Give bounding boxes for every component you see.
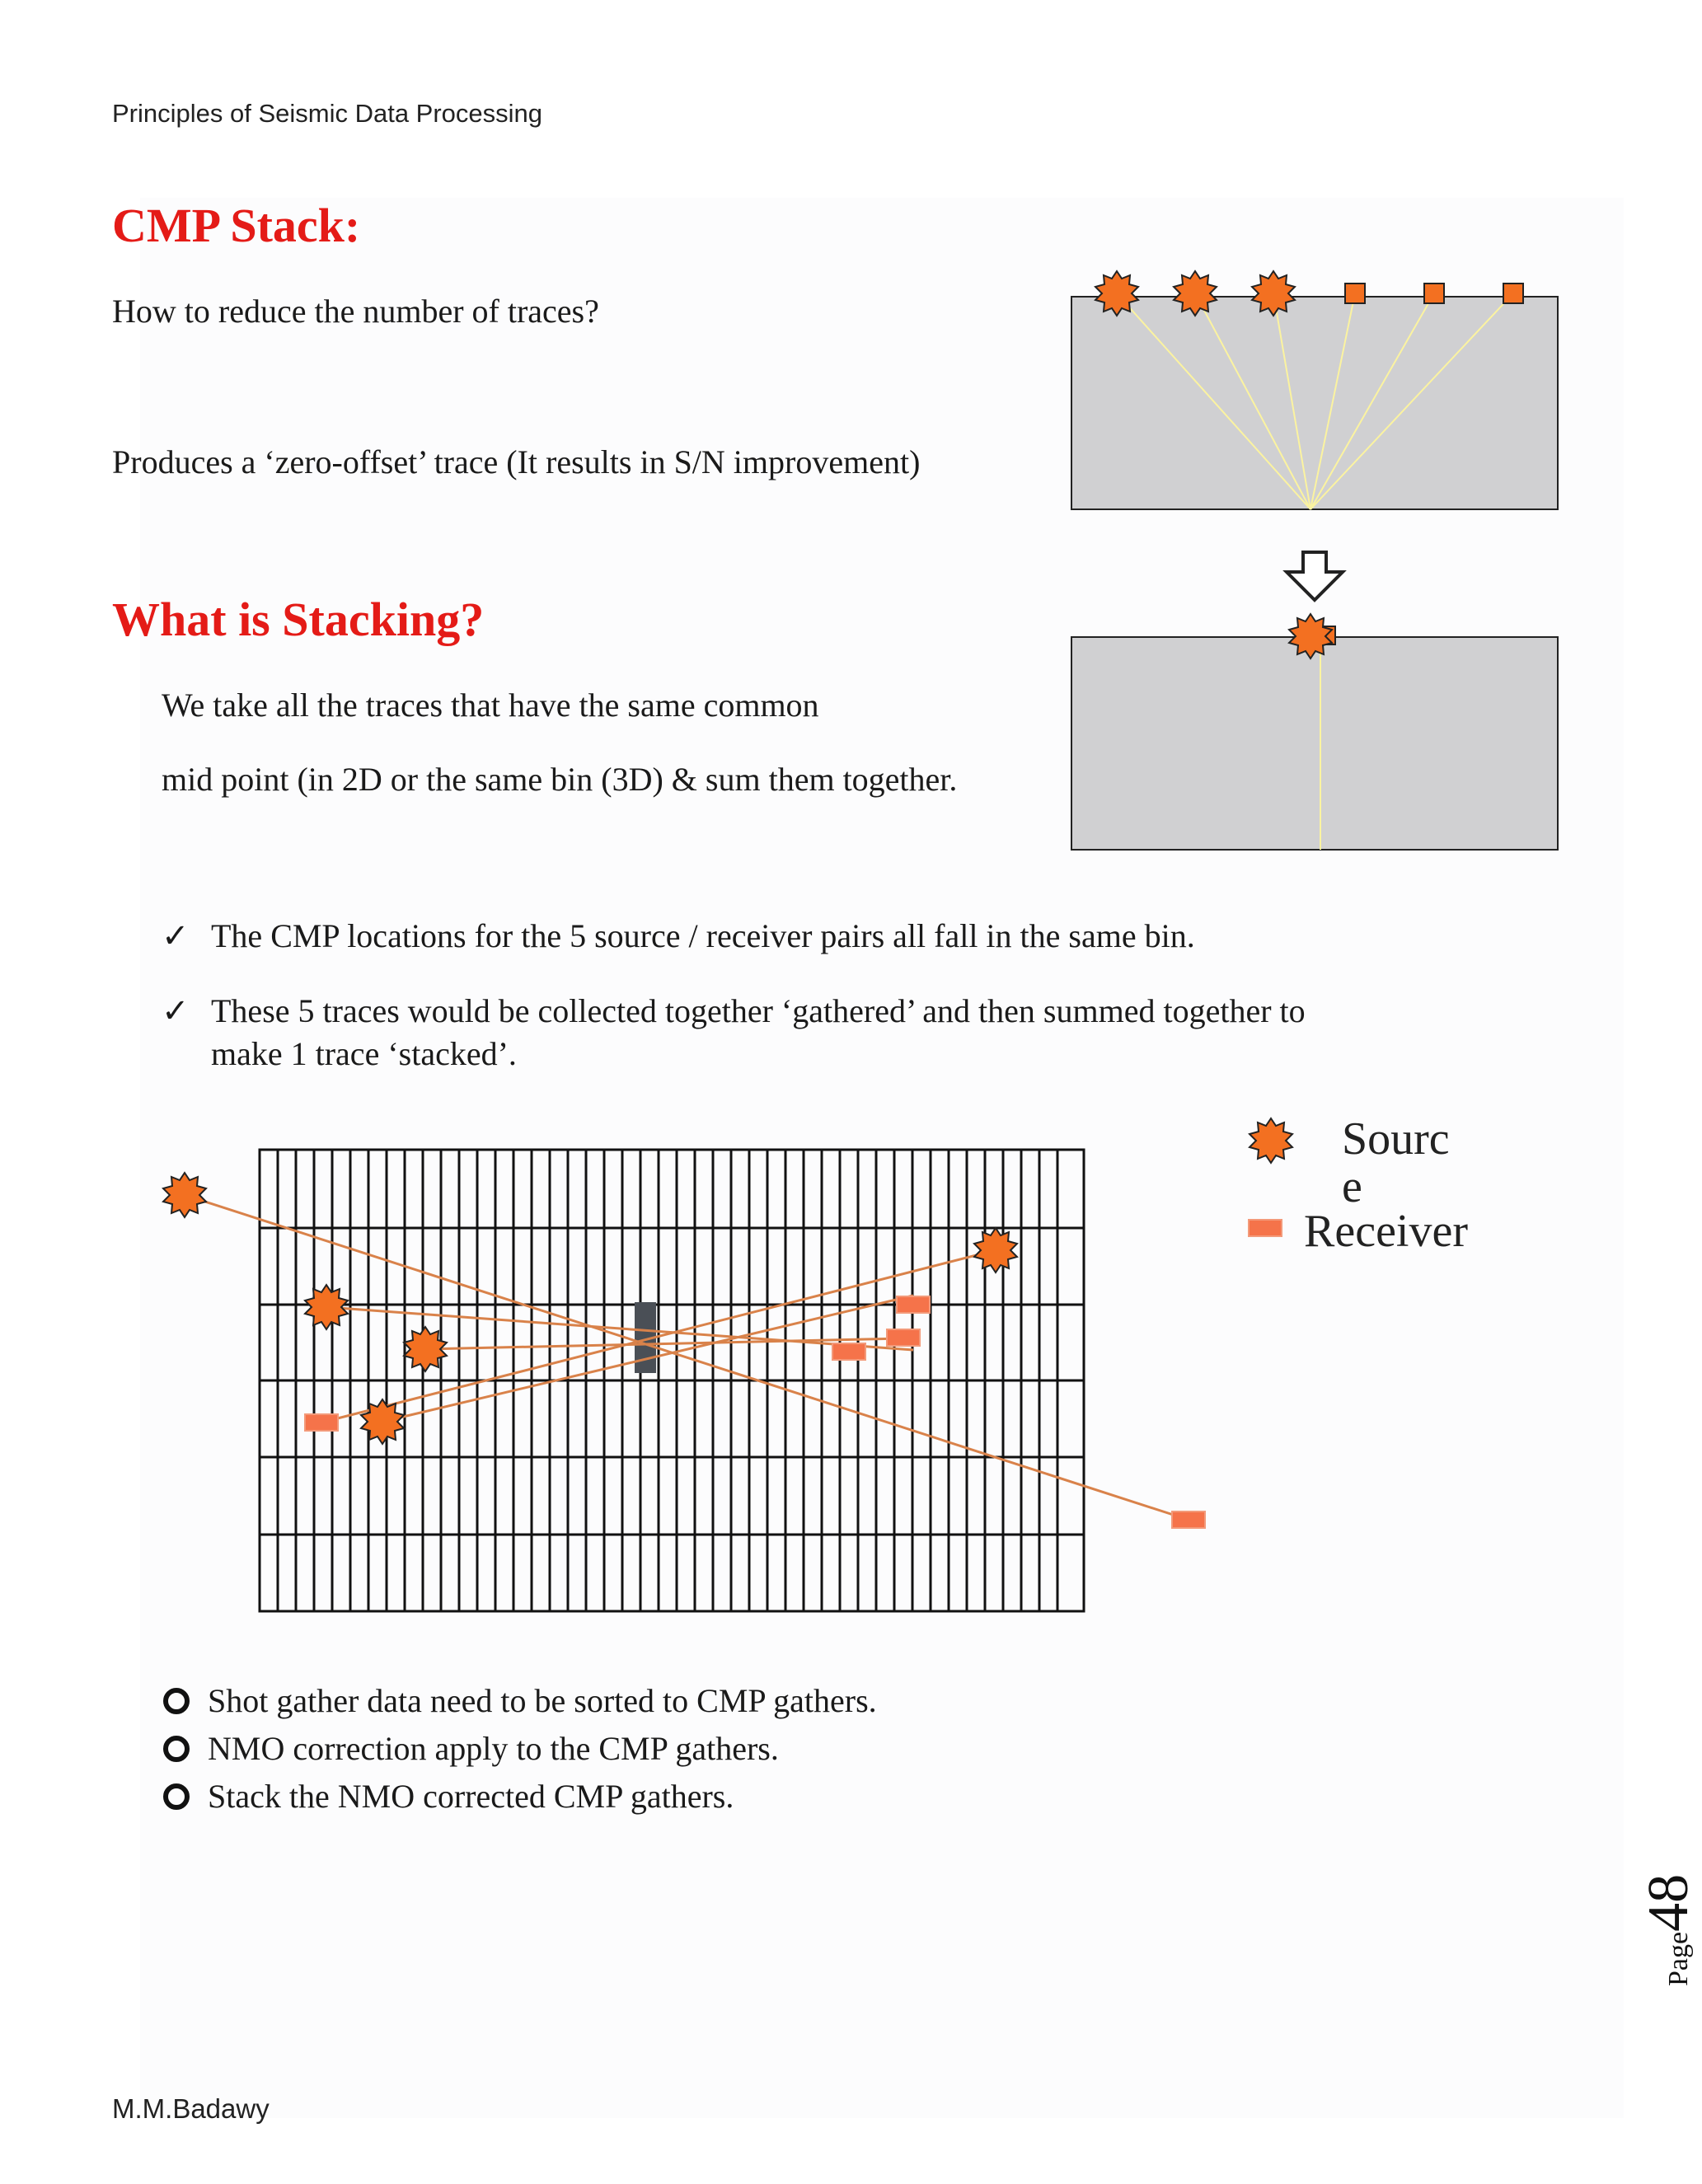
- legend-source-label: Sourc: [1342, 1113, 1450, 1165]
- legend: [1249, 1113, 1468, 1257]
- cmp-ray-diagram: [1055, 264, 1582, 857]
- source-icon: [163, 1173, 206, 1217]
- source-icon: [974, 1228, 1017, 1272]
- bullet-item-2: [163, 1729, 779, 1768]
- bullet-text: NMO correction apply to the CMP gathers.: [208, 1730, 779, 1767]
- bullet-item-1: [163, 1681, 877, 1720]
- bullet-text: Stack the NMO corrected CMP gathers.: [208, 1778, 734, 1815]
- bullet-item-3: [163, 1777, 734, 1816]
- footer-author: M.M.Badawy: [112, 2093, 270, 2124]
- check-text: These 5 traces would be collected together ‘gathered’ and then summed together to: [211, 992, 1306, 1029]
- bullet-text: Shot gather data need to be sorted to CMP gathers.: [208, 1682, 877, 1719]
- source-receiver-rays: [185, 1195, 1189, 1520]
- legend-source-label-cont: e: [1342, 1161, 1362, 1212]
- source-icon: [1250, 1118, 1292, 1163]
- receiver-icon: [1345, 284, 1365, 303]
- source-icon: [305, 1285, 348, 1329]
- heading-what-is-stacking: What is Stacking?: [112, 593, 485, 646]
- page-number-value: 48: [1637, 1873, 1700, 1932]
- receiver-icon: [832, 1343, 865, 1360]
- receiver-icon: [887, 1329, 920, 1346]
- before-panel: [1071, 271, 1558, 509]
- receiver-icon: [1172, 1511, 1205, 1528]
- checkmark-icon: ✓: [162, 917, 190, 954]
- legend-receiver-label: Receiver: [1304, 1206, 1468, 1257]
- stacking-line-1: We take all the traces that have the same common: [162, 687, 819, 724]
- bin-grid-diagram: [148, 1096, 1500, 1632]
- receiver-icon: [1424, 284, 1444, 303]
- after-panel: [1071, 614, 1558, 850]
- circle-bullet-icon: [163, 1736, 190, 1762]
- stacking-line-2: mid point (in 2D or the same bin (3D) & sum them together.: [162, 761, 958, 798]
- receiver-icon: [1249, 1220, 1282, 1236]
- check-text-continued: make 1 trace ‘stacked’.: [211, 1035, 517, 1072]
- circle-bullet-icon: [163, 1783, 190, 1810]
- down-arrow-icon: [1287, 552, 1343, 600]
- receiver-icon: [897, 1296, 930, 1313]
- checkmark-icon: ✓: [162, 992, 190, 1029]
- receiver-icon: [1503, 284, 1523, 303]
- bin-grid: [260, 1150, 1084, 1611]
- question-text: How to reduce the number of traces?: [112, 293, 599, 330]
- page-number: [1554, 1813, 1700, 1986]
- circle-bullet-icon: [163, 1688, 190, 1714]
- result-text: Produces a ‘zero-offset’ trace (It results in S/N improvement): [112, 443, 921, 480]
- check-text: The CMP locations for the 5 source / receiver pairs all fall in the same bin.: [211, 917, 1195, 954]
- running-header: Principles of Seismic Data Processing: [112, 99, 543, 128]
- heading-cmp-stack: CMP Stack:: [112, 199, 361, 252]
- receiver-icon: [305, 1414, 338, 1431]
- page-label: Page: [1663, 1931, 1694, 1986]
